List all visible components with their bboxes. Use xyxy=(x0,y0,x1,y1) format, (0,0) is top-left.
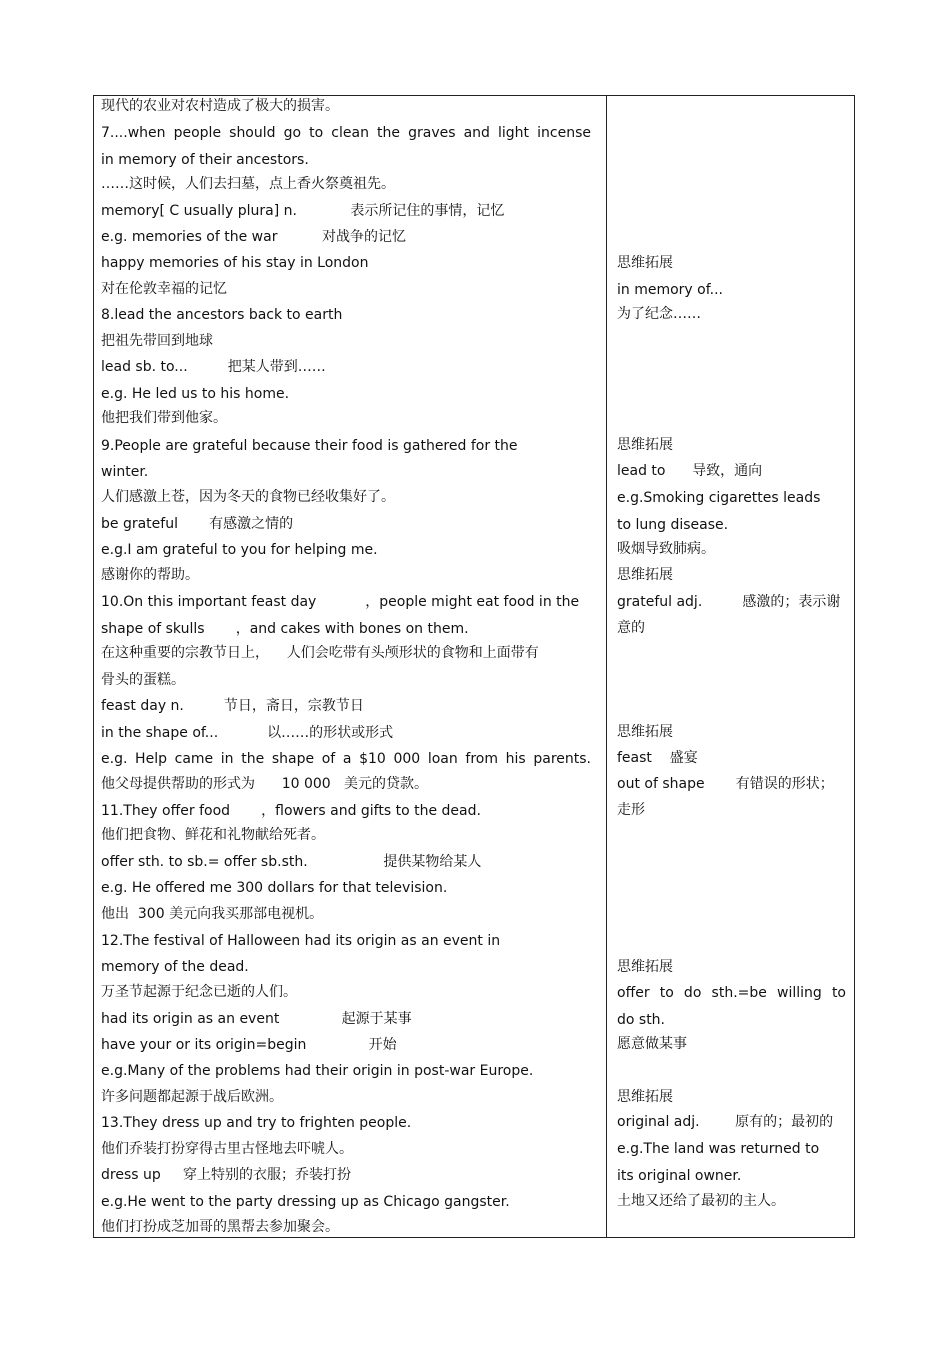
main-note-line: 他父母提供帮助的形式为 10 000 美元的贷款。 xyxy=(101,776,429,792)
main-note-line: winter. xyxy=(101,464,149,480)
main-note-line: memory[ C usually plura] n. 表示所记住的事情，记忆 xyxy=(101,203,505,219)
main-note-line: ……这时候，人们去扫墓，点上香火祭奠祖先。 xyxy=(101,176,395,192)
extension-note-line: 思维拓展 xyxy=(617,1089,673,1105)
main-note-line: offer sth. to sb.= offer sb.sth. 提供某物给某人 xyxy=(101,854,482,870)
extension-note-line: e.g.The land was returned to xyxy=(617,1141,820,1157)
main-note-line: had its origin as an event 起源于某事 xyxy=(101,1011,412,1027)
main-note-line: 13.They dress up and try to frighten people. xyxy=(101,1115,412,1131)
main-note-line: e.g. Help came in the shape of a $10 000 loan from his parents. xyxy=(101,751,591,767)
main-note-line: 把祖先带回到地球 xyxy=(101,333,213,349)
extension-note-line: 思维拓展 xyxy=(617,567,673,583)
main-note-line: e.g. memories of the war 对战争的记忆 xyxy=(101,229,406,245)
notes-table xyxy=(93,95,855,1238)
main-note-line: in memory of their ancestors. xyxy=(101,152,309,168)
extension-note-line: e.g.Smoking cigarettes leads xyxy=(617,490,821,506)
extension-note-line: its original owner. xyxy=(617,1168,742,1184)
main-note-line: 11.They offer food ，flowers and gifts to the dead. xyxy=(101,803,481,819)
main-note-line: 9.People are grateful because their food is gathered for the xyxy=(101,438,518,454)
main-note-line: be grateful 有感激之情的 xyxy=(101,516,294,532)
main-note-line: 他出 300 美元向我买那部电视机。 xyxy=(101,906,324,922)
main-note-line: dress up 穿上特别的衣服；乔装打扮 xyxy=(101,1167,351,1183)
extension-note-line: grateful adj. 感激的；表示谢 xyxy=(617,594,841,610)
main-note-line: in the shape of... 以……的形状或形式 xyxy=(101,725,394,741)
extension-note-line: out of shape 有错误的形状； xyxy=(617,776,834,792)
main-note-line: 万圣节起源于纪念已逝的人们。 xyxy=(101,984,297,1000)
extension-note-line: feast 盛宴 xyxy=(617,750,698,766)
main-note-line: 10.On this important feast day ，people might eat food in the xyxy=(101,594,580,610)
main-note-line: shape of skulls ，and cakes with bones on them. xyxy=(101,621,469,637)
main-note-line: 人们感激上苍，因为冬天的食物已经收集好了。 xyxy=(101,489,395,505)
main-note-line: 对在伦敦幸福的记忆 xyxy=(101,281,227,297)
main-note-line: 12.The festival of Halloween had its origin as an event in xyxy=(101,933,501,949)
main-note-line: 他们把食物、鲜花和礼物献给死者。 xyxy=(101,827,325,843)
main-note-line: have your or its origin=begin 开始 xyxy=(101,1037,397,1053)
main-note-line: 感谢你的帮助。 xyxy=(101,567,199,583)
main-note-line: 在这种重要的宗教节日上， 人们会吃带有头颅形状的食物和上面带有 xyxy=(101,645,539,661)
main-note-line: 8.lead the ancestors back to earth xyxy=(101,307,343,323)
extension-note-line: to lung disease. xyxy=(617,517,729,533)
extension-note-line: in memory of... xyxy=(617,282,723,298)
extension-note-line: offer to do sth.=be willing to xyxy=(617,985,846,1001)
main-note-line: 他们打扮成芝加哥的黑帮去参加聚会。 xyxy=(101,1219,339,1235)
extension-note-line: 吸烟导致肺病。 xyxy=(617,541,715,557)
extension-note-line: 走形 xyxy=(617,802,645,818)
main-note-line: happy memories of his stay in London xyxy=(101,255,369,271)
main-note-line: e.g.I am grateful to you for helping me. xyxy=(101,542,378,558)
main-note-line: memory of the dead. xyxy=(101,959,249,975)
main-note-line: e.g. He offered me 300 dollars for that television. xyxy=(101,880,448,896)
main-note-line: 骨头的蛋糕。 xyxy=(101,672,185,688)
column-divider xyxy=(606,96,607,1237)
extension-note-line: 思维拓展 xyxy=(617,724,673,740)
extension-note-line: 土地又还给了最初的主人。 xyxy=(617,1193,785,1209)
extension-note-line: 思维拓展 xyxy=(617,437,673,453)
extension-note-line: lead to 导致，通向 xyxy=(617,463,763,479)
extension-note-line: 意的 xyxy=(617,620,645,636)
main-note-line: 7....when people should go to clean the graves and light incense xyxy=(101,125,591,141)
main-note-line: e.g.Many of the problems had their origin in post-war Europe. xyxy=(101,1063,534,1079)
extension-note-line: 为了纪念…… xyxy=(617,306,701,322)
extension-note-line: 思维拓展 xyxy=(617,959,673,975)
extension-note-line: original adj. 原有的；最初的 xyxy=(617,1114,834,1130)
main-note-line: e.g.He went to the party dressing up as Chicago gangster. xyxy=(101,1194,510,1210)
main-note-line: 许多问题都起源于战后欧洲。 xyxy=(101,1089,283,1105)
main-note-line: 现代的农业对农村造成了极大的损害。 xyxy=(101,98,339,114)
extension-note-line: 思维拓展 xyxy=(617,255,673,271)
main-note-line: 他们乔装打扮穿得古里古怪地去吓唬人。 xyxy=(101,1141,353,1157)
extension-note-line: 愿意做某事 xyxy=(617,1036,687,1052)
extension-note-line: do sth. xyxy=(617,1012,666,1028)
main-note-line: 他把我们带到他家。 xyxy=(101,410,227,426)
main-note-line: e.g. He led us to his home. xyxy=(101,386,290,402)
main-note-line: feast day n. 节日，斋日，宗教节日 xyxy=(101,698,364,714)
main-note-line: lead sb. to... 把某人带到…… xyxy=(101,359,326,375)
